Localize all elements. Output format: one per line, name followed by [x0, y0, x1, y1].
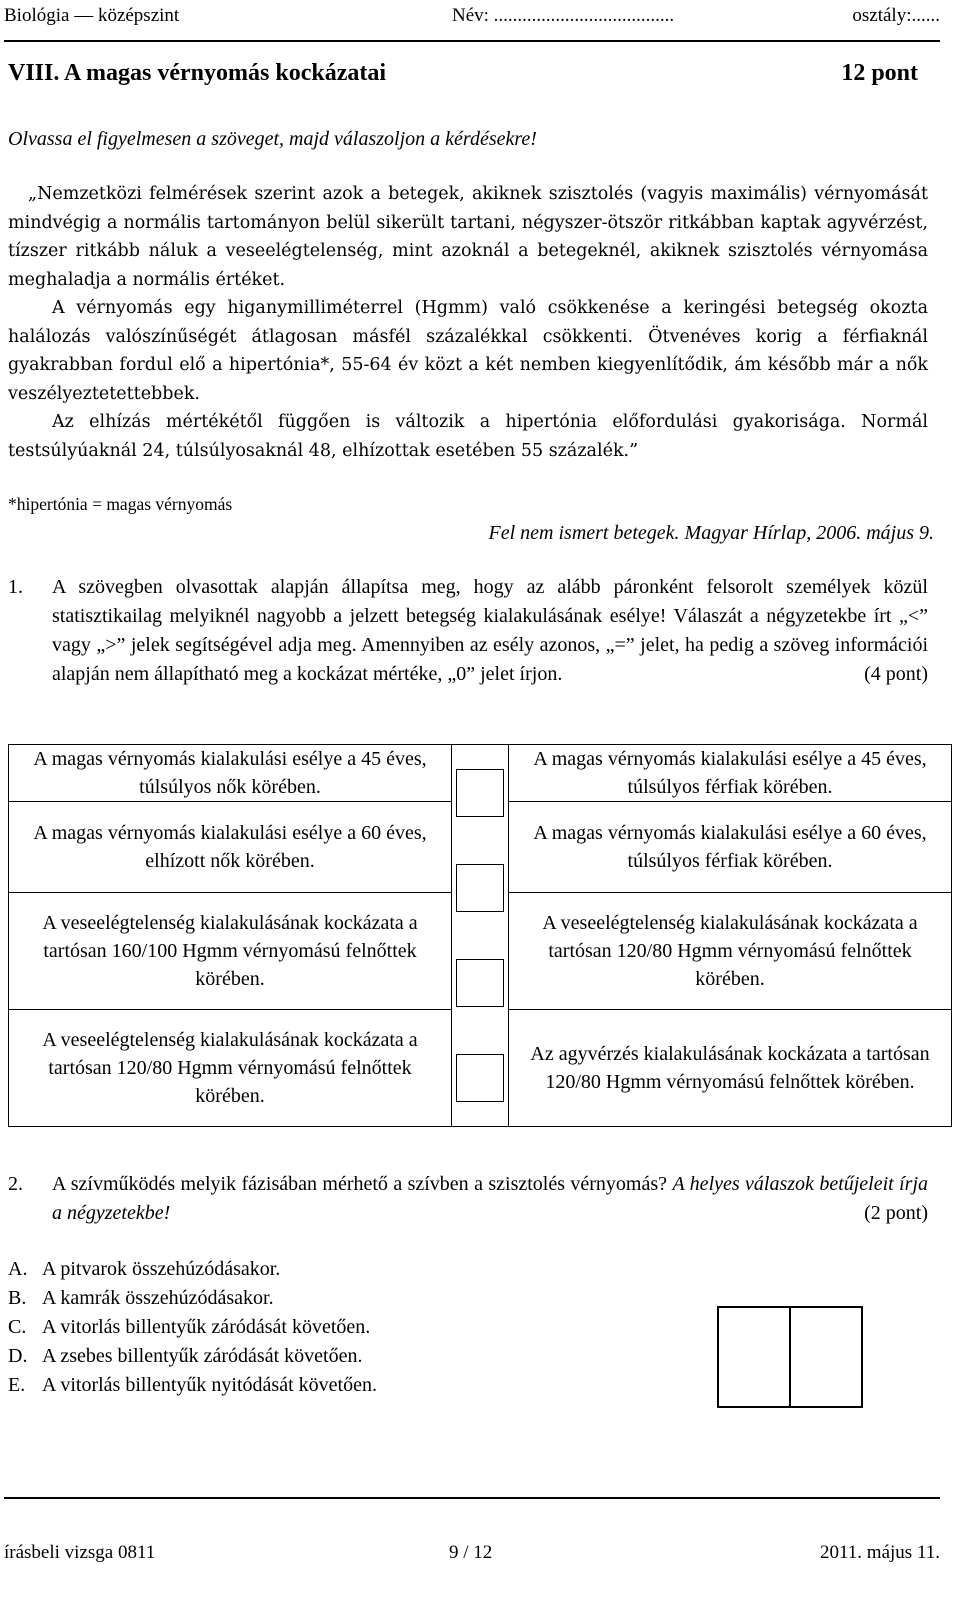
question-number: 1.: [8, 576, 23, 598]
comparison-answer-box[interactable]: [456, 1054, 504, 1102]
answer-box[interactable]: [719, 1308, 789, 1406]
question-number: 2.: [8, 1173, 23, 1195]
answer-column: [452, 745, 509, 1127]
answer-options: [8, 1255, 377, 1400]
comparison-answer-boxes: [452, 746, 508, 1126]
table-cell-left: A magas vérnyomás kialakulási esélye a 45 éves, túlsúlyos nők körében.: [9, 745, 452, 802]
article-text: [8, 180, 928, 465]
table-cell-right: A veseelégtelenség kialakulásának kockázata a tartósan 120/80 Hgmm vérnyomású felnőttek körében.: [509, 893, 952, 1010]
instruction-text: Olvassa el figyelmesen a szöveget, majd válaszoljon a kérdésekre!: [8, 128, 537, 150]
page-header: [4, 0, 940, 34]
class-field: osztály:......: [852, 5, 940, 26]
table-cell-left: A veseelégtelenség kialakulásának kockázata a tartósan 120/80 Hgmm vérnyomású felnőttek körében.: [9, 1010, 452, 1127]
section-title: VIII. A magas vérnyomás kockázatai: [8, 60, 387, 86]
comparison-answer-box[interactable]: [456, 769, 504, 817]
article-paragraph: A vérnyomás egy higanymilliméterrel (Hgmm) való csökkenése a keringési betegség okozta halálozás valószínűségét átlagosan másfél százalékkal csökkenti. Ötvenéves korig a férfiaknál gyakrabban fordul elő a hipertónia*, 55-64 év közt a két nemben kiegyenlítődik, ám később már a nők veszélyeztetettebbek.: [8, 298, 928, 404]
option-b: B. A kamrák összehúzódásakor.: [8, 1287, 274, 1309]
option-a: A. A pitvarok összehúzódásakor.: [8, 1258, 281, 1280]
footer-divider: [4, 1497, 940, 1499]
table-cell-left: A veseelégtelenség kialakulásának kockázata a tartósan 160/100 Hgmm vérnyomású felnőttek körében.: [9, 893, 452, 1010]
table-cell-right: A magas vérnyomás kialakulási esélye a 60 éves, túlsúlyos férfiak körében.: [509, 802, 952, 893]
source-citation: Fel nem ismert betegek. Magyar Hírlap, 2006. május 9.: [488, 522, 934, 544]
table-cell-right: A magas vérnyomás kialakulási esélye a 45 éves, túlsúlyos férfiak körében.: [509, 745, 952, 802]
table-cell-right: Az agyvérzés kialakulásának kockázata a tartósan 120/80 Hgmm vérnyomású felnőttek körében.: [509, 1010, 952, 1127]
question-text: A szívműködés melyik fázisában mérhető a szívben a szisztolés vérnyomás?: [52, 1173, 668, 1195]
option-c: C. A vitorlás billentyűk záródását követően.: [8, 1316, 371, 1338]
exam-date: 2011. május 11.: [820, 1542, 940, 1563]
answer-box[interactable]: [789, 1308, 861, 1406]
comparison-table: [8, 744, 952, 1127]
header-divider: [4, 40, 940, 42]
answer-boxes: [717, 1306, 863, 1408]
page-footer: [4, 1540, 940, 1570]
option-e: E. A vitorlás billentyűk nyitódását követően.: [8, 1374, 377, 1396]
exam-code: írásbeli vizsga 0811: [4, 1542, 156, 1563]
article-paragraph: „Nemzetközi felmérések szerint azok a betegek, akiknek szisztolés (vagyis maximális) vérnyomását mindvégig a normális tartományon belül sikerült tartani, négyszer-ötször ritkábban kaptak agyvérzést, tízszer ritkább náluk a veseelégtelenség, mint azoknál a betegeknél, akiknek szisztolés vérnyomása meghaladja a normális értéket.: [8, 184, 928, 290]
table-cell-left: A magas vérnyomás kialakulási esélye a 60 éves, elhízott nők körében.: [9, 802, 452, 893]
page-number: 9 / 12: [449, 1542, 493, 1563]
comparison-answer-box[interactable]: [456, 864, 504, 912]
subject-label: Biológia — középszint: [4, 5, 180, 26]
table-row: [9, 745, 952, 802]
question-instruction: A helyes válaszok betűjeleit írja a négyzetekbe!: [52, 1173, 929, 1224]
comparison-answer-box[interactable]: [456, 959, 504, 1007]
name-field: Név: ......................................: [452, 5, 675, 26]
article-paragraph: Az elhízás mértékétől függően is változik a hipertónia előfordulási gyakorisága. Normál testsúlyúaknál 24, túlsúlyosaknál 48, elhízottak esetében 55 százalék.”: [8, 412, 928, 461]
option-d: D. A zsebes billentyűk záródását követően.: [8, 1345, 363, 1367]
question-points: (2 pont): [864, 1202, 928, 1224]
section-points: 12 pont: [841, 60, 918, 86]
question-1: [8, 573, 928, 689]
footnote: *hipertónia = magas vérnyomás: [8, 494, 233, 514]
question-2: [8, 1170, 928, 1228]
question-points: (4 pont): [864, 663, 928, 685]
question-text: A szövegben olvasottak alapján állapítsa meg, hogy az alább páronként felsorolt személyek közül statisztikailag melyiknél nagyobb a jelzett betegség kialakulásának esélye! Válaszát a négyzetekbe írt „<” vagy „>” jelek segítségével adja meg. Amennyiben az esély azonos, „=” jelet, ha pedig a szöveg információi alapján nem állapítható meg a kockázat mértéke, „0” jelet írjon.: [52, 576, 928, 685]
